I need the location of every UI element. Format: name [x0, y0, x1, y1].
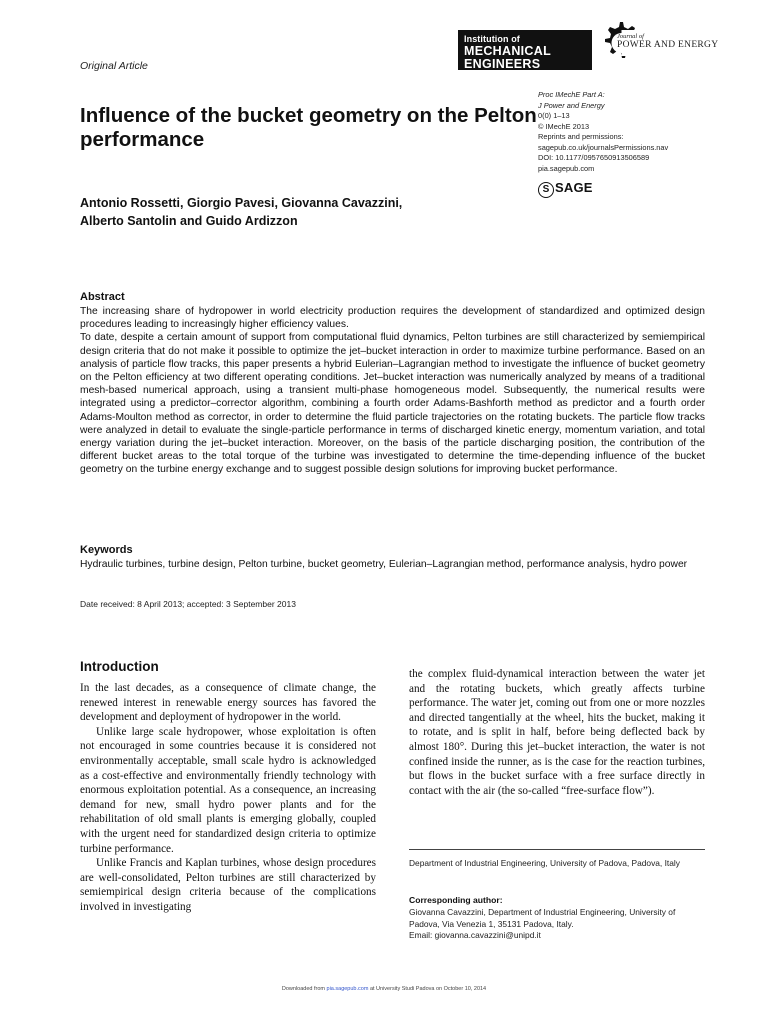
corresponding-author-address: Giovanna Cavazzini, Department of Industrial Engineering, University of Padova, Via Venezia 1, 35131 Padova, Italy.: [409, 907, 676, 929]
footer-link[interactable]: pia.sagepub.com: [326, 986, 369, 992]
doi[interactable]: DOI: 10.1177/0957650913506589: [538, 153, 650, 162]
download-footer: [0, 986, 768, 992]
reprints-link[interactable]: sagepub.co.uk/journalsPermissions.nav: [538, 142, 669, 152]
intro-paragraph-continued: the complex fluid-dynamical interaction between the water jet and the rotating buckets, which greatly affects turbine performance. The water jet, coming out from one or more nozzles and directed tangentially at the wheel, hits the bucket, making it to rotate, and is split in half, before being deflected back by almost 180°. During this jet–bucket interaction, the water is not confined inside the runner, as is the case for the reaction turbines, but flows in the bucket surface with a free surface directly in contact with the air (the so-called “free-surface flow”).: [409, 668, 705, 797]
keywords-heading: Keywords: [80, 544, 133, 556]
abstract-paragraph-1: The increasing share of hydropower in world electricity production requires the development of standardized and optimized design procedures leading to increasingly higher efficiency values.: [80, 306, 705, 331]
journal-name-line1: Proc IMechE Part A:: [538, 90, 605, 99]
journal-site-link[interactable]: pia.sagepub.com: [538, 163, 595, 173]
reprints-label: Reprints and permissions:: [538, 132, 624, 141]
authors-line2: Alberto Santolin and Guido Ardizzon: [80, 214, 298, 228]
introduction-heading: Introduction: [80, 659, 159, 674]
authors-line1: Antonio Rossetti, Giorgio Pavesi, Giovanna Cavazzini,: [80, 196, 403, 210]
abstract-paragraph-2: To date, despite a certain amount of support from computational fluid dynamics, Pelton turbines are still characterized by semiempirical design criteria that do not make it possible to optimize the jet–bucket interaction in order to maximize turbine performance. Based on an analysis of particle flow tracks, this paper presents a hybrid Eulerian–Lagrangian method to investigate the influence of bucket geometry on the Pelton efficiency at two different operating conditions. Jet–bucket interaction was numerically analyzed by means of a traditional mesh-based numerical approach, using a transient multi-phase homogeneous model. Subsequently, the numerical results were integrated using a predictor–corrector algorithm, combining a fourth order Adams-Bashforth method as predictor and a fourth order Adams-Moulton method as corrector, in order to determine the fluid particle trajectories on the rotating buckets. The particle flow tracks were analyzed in detail to evaluate the single-particle performance in terms of discharged kinetic energy, momentum variation, and total energy variation during the jet–bucket interaction. Moreover, on the basis of the particle discharging position, the contribution of the different bucket areas to the total torque of the turbine was investigated to determine the time-depending influence of the bucket geometry on the turbine energy exchange and to suggest possible design solutions for improving bucket performance.: [80, 332, 705, 476]
article-type: Original Article: [80, 60, 148, 72]
journal-logo-line2: POWER AND ENERGY: [617, 39, 719, 50]
footer-suffix: at University Studi Padova on October 10, 2014: [369, 986, 487, 992]
volume: 0(0) 1–13: [538, 111, 570, 120]
introduction-left-column: [80, 681, 376, 915]
footnote-divider: [409, 849, 705, 850]
imeche-logo-line3: ENGINEERS: [464, 56, 541, 71]
intro-paragraph-1: In the last decades, as a consequence of climate change, the renewed interest in renewable energy sources has favored the development and deployment of hydropower in the world.: [80, 682, 376, 724]
sage-logo: [538, 180, 593, 198]
imeche-logo-line2: MECHANICAL: [464, 44, 552, 58]
journal-logo-line1: Journal of: [617, 33, 644, 40]
copyright: © IMechE 2013: [538, 121, 590, 131]
intro-paragraph-2: Unlike large scale hydropower, whose exploitation is often not encouraged in some countries because it is considered not environmentally acceptable, small scale hydro is acknowledged as a cost-effective and environmentally friendly technology with enormous exploitation potential. As a consequence, an increasing demand for new, small hydro power plants and for the rehabilitation of old small plants is emerging globally, coupled with the urgent need for standardized design criteria to optimize turbine performance.: [80, 725, 376, 855]
journal-logo: [617, 34, 718, 51]
imeche-logo: [458, 30, 592, 70]
date-received: Date received: 8 April 2013; accepted: 3 September 2013: [80, 599, 296, 609]
sage-logo-text: SAGE: [555, 180, 593, 195]
affiliation: Department of Industrial Engineering, University of Padova, Padova, Italy: [409, 858, 680, 868]
imeche-logo-line1: Institution of: [464, 34, 520, 44]
abstract-body: [80, 305, 705, 477]
corresponding-author: [409, 907, 707, 942]
corresponding-author-heading: Corresponding author:: [409, 895, 503, 905]
paper-title: Influence of the bucket geometry on the Pelton performance: [80, 104, 537, 151]
author-list: [80, 194, 520, 230]
keywords-text: Hydraulic turbines, turbine design, Pelton turbine, bucket geometry, Eulerian–Lagrangian method, performance analysis, hydro power: [80, 559, 688, 570]
corresponding-author-email[interactable]: Email: giovanna.cavazzini@unipd.it: [409, 930, 541, 941]
journal-name-line2: J Power and Energy: [538, 100, 605, 110]
sage-circle-icon: S: [538, 182, 554, 198]
abstract-heading: Abstract: [80, 291, 125, 303]
publication-meta: [538, 90, 738, 174]
intro-paragraph-3: Unlike Francis and Kaplan turbines, whose design procedures are well-consolidated, Pelton turbines are still characterized by semiempirical design criteria because of the complications involved in investigating: [80, 857, 376, 913]
footer-prefix: Downloaded from: [281, 986, 325, 992]
introduction-right-column: [409, 667, 705, 798]
